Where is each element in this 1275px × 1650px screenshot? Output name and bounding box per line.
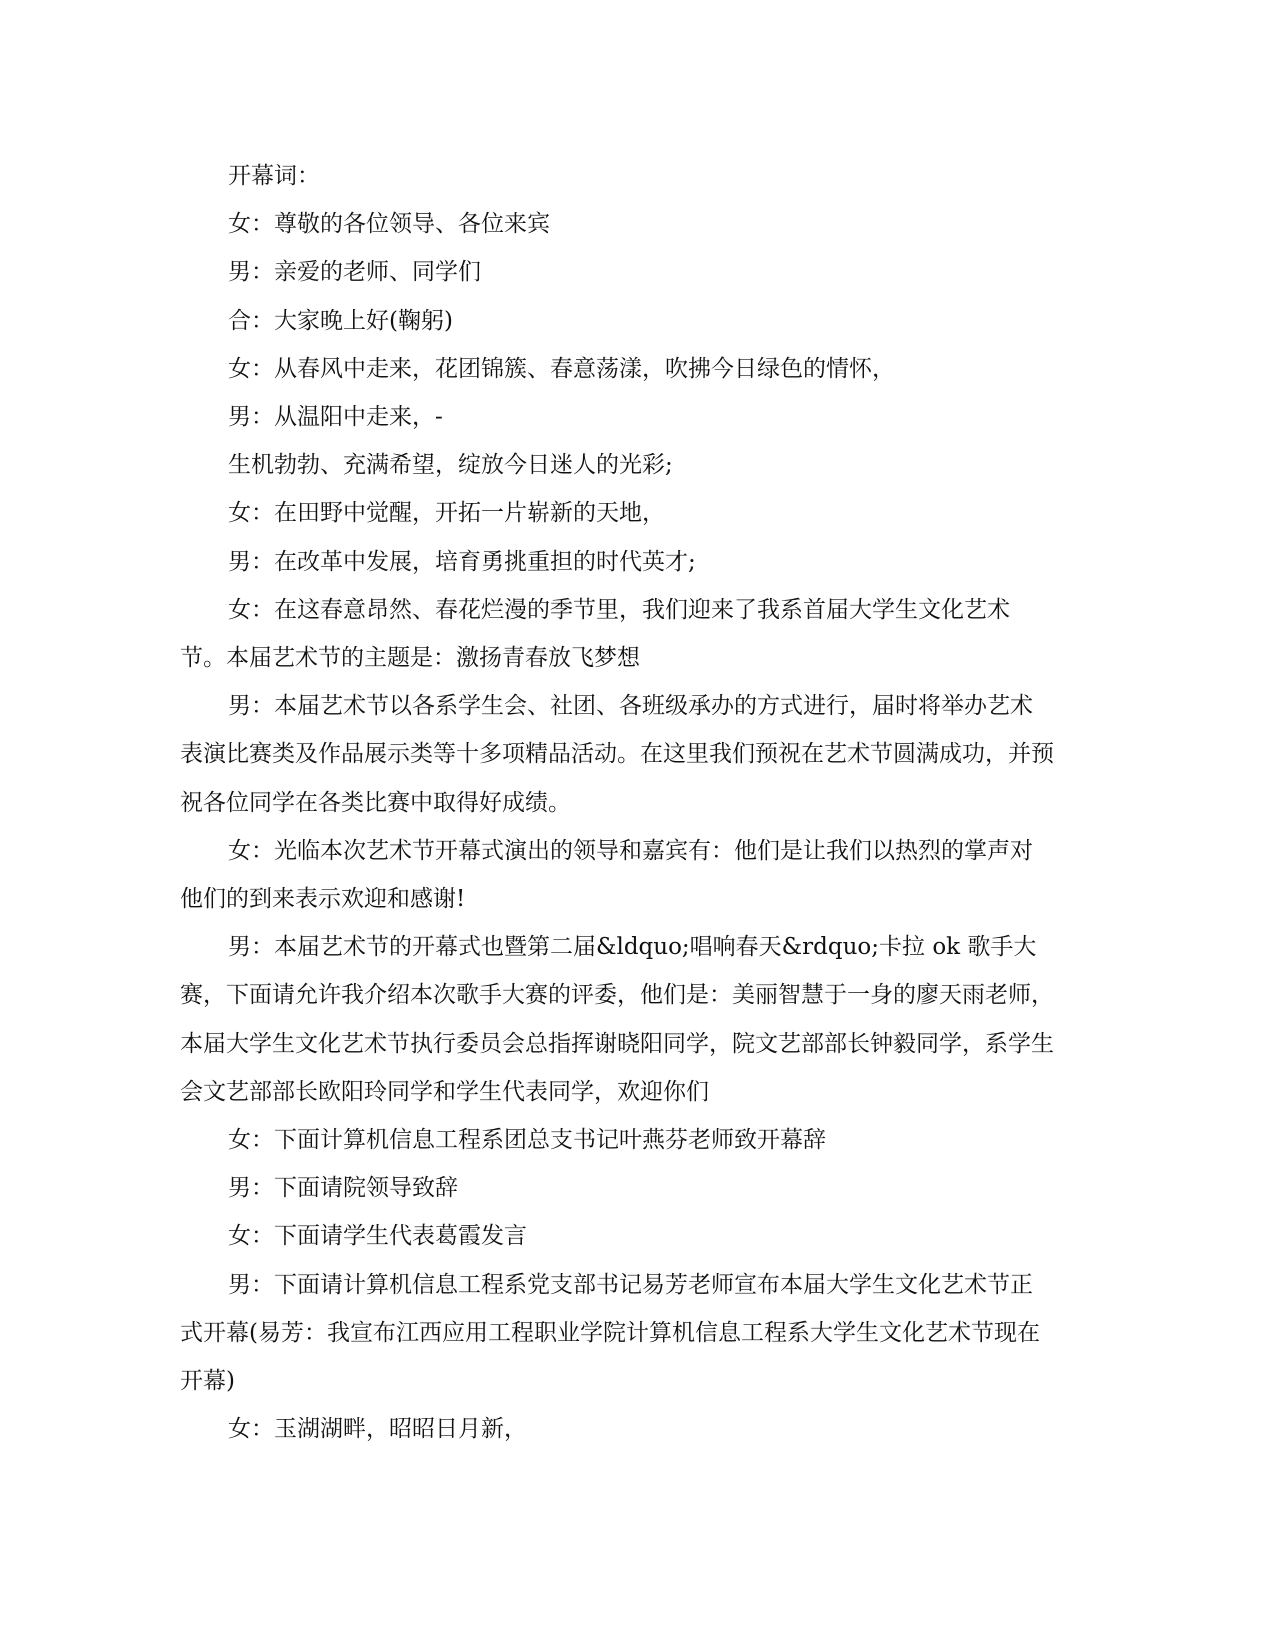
paragraph: 女：下面请学生代表葛霞发言 (228, 1223, 527, 1250)
paragraph: 男：从温阳中走来，- (228, 404, 443, 431)
document-body (180, 152, 1055, 1453)
paragraph: 男：本届艺术节的开幕式也暨第二届&ldquo;唱响春天&rdquo;卡拉 ok 歌手大赛，下面请允许我介绍本次歌手大赛的评委，他们是：美丽智慧于一身的廖天雨老师，本届大学生文化艺术节执行委员会总指挥谢晓阳同学，院文艺部部长钟毅同学，系学生会文艺部部长欧阳玲同学和学生代表同学，欢迎你们 (180, 934, 1054, 1105)
paragraph: 男：本届艺术节以各系学生会、社团、各班级承办的方式进行，届时将举办艺术表演比赛类及作品展示类等十多项精品活动。在这里我们预祝在艺术节圆满成功，并预祝各位同学在各类比赛中取得好成绩。 (180, 693, 1054, 816)
paragraph: 女：在田野中觉醒，开拓一片崭新的天地， (228, 500, 665, 527)
paragraph: 男：下面请计算机信息工程系党支部书记易芳老师宣布本届大学生文化艺术节正式开幕(易芳：我宣布江西应用工程职业学院计算机信息工程系大学生文化艺术节现在开幕) (180, 1271, 1040, 1395)
paragraph: 女：从春风中走来，花团锦簇、春意荡漾，吹拂今日绿色的情怀， (228, 355, 895, 382)
paragraph-title: 开幕词： (228, 163, 320, 189)
paragraph: 合：大家晚上好(鞠躬) (228, 307, 453, 334)
paragraph: 男：下面请院领导致辞 (228, 1175, 458, 1202)
paragraph: 生机勃勃、充满希望，绽放今日迷人的光彩; (228, 452, 673, 479)
paragraph: 女：在这春意昂然、春花烂漫的季节里，我们迎来了我系首届大学生文化艺术节。本届艺术节的主题是：激扬青春放飞梦想 (180, 596, 1010, 672)
paragraph: 女：光临本次艺术节开幕式演出的领导和嘉宾有：他们是让我们以热烈的掌声对他们的到来表示欢迎和感谢! (180, 837, 1033, 913)
paragraph: 男：亲爱的老师、同学们 (228, 259, 481, 286)
paragraph: 男：在改革中发展，培育勇挑重担的时代英才; (228, 548, 696, 575)
paragraph: 女：尊敬的各位领导、各位来宾 (228, 211, 550, 238)
paragraph: 女：下面计算机信息工程系团总支书记叶燕芬老师致开幕辞 (228, 1127, 826, 1154)
paragraph: 女：玉湖湖畔，昭昭日月新， (228, 1416, 527, 1443)
